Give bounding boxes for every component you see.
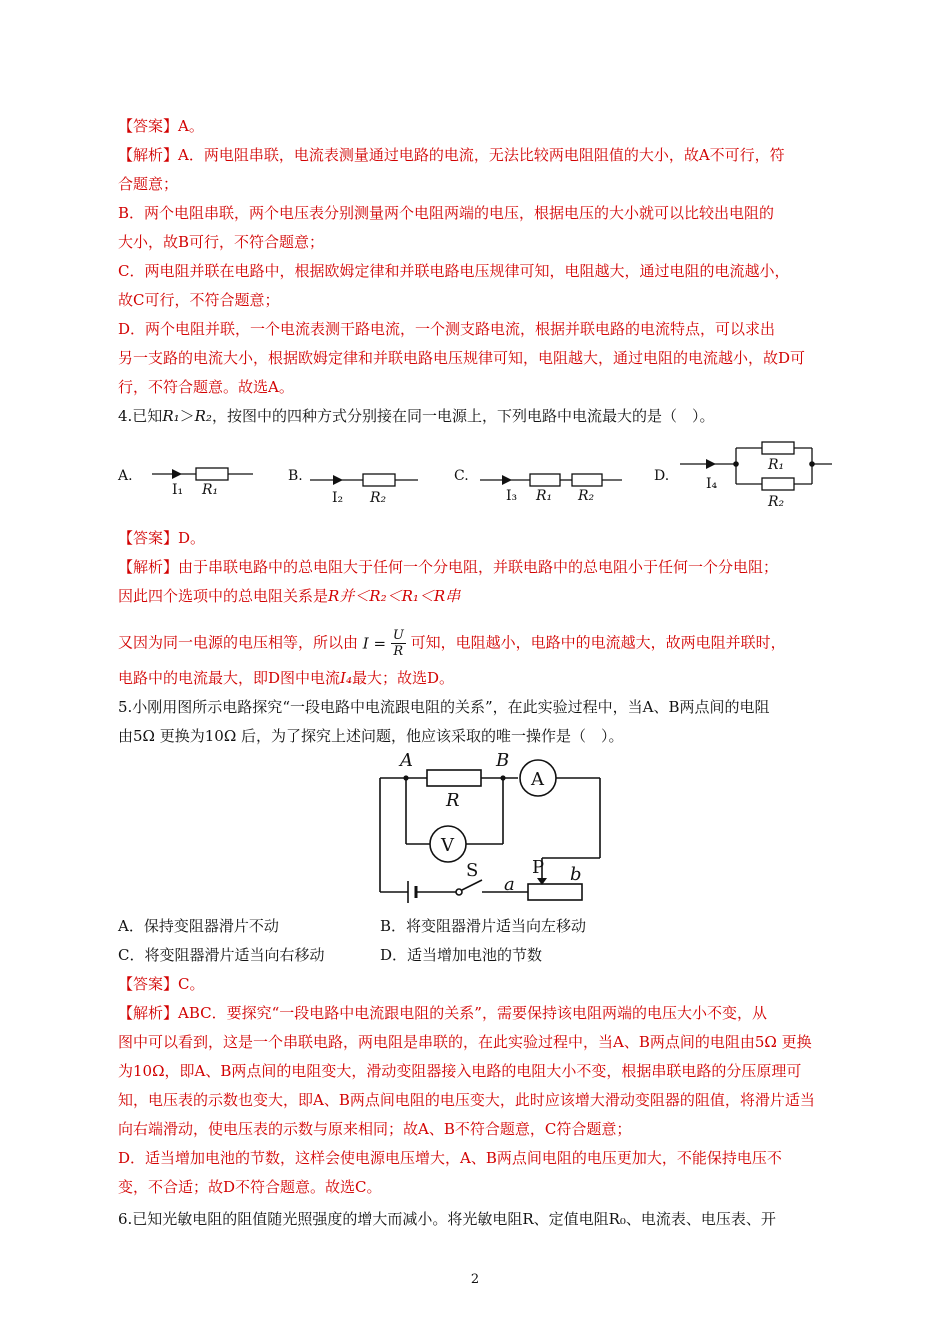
slider-label-p: P bbox=[532, 857, 545, 878]
q4-option-a-r: R₁ bbox=[202, 482, 219, 498]
q3-exp-a1: 【解析】A．两电阻串联，电流表测量通过电路的电流，无法比较两电阻阻值的大小，故A不可行，符 bbox=[118, 146, 785, 164]
q5-option-d: D．适当增加电池的节数 bbox=[380, 946, 543, 964]
label-r: R bbox=[446, 790, 460, 811]
voltmeter-label: V bbox=[441, 835, 454, 856]
q4-option-a-current: I₁ bbox=[172, 482, 184, 498]
q4-b-resistor bbox=[363, 474, 395, 486]
q4-exp-line2 bbox=[118, 586, 460, 606]
q5-stem-line1: 5.小刚用图所示电路探究“一段电路中电流跟电阻的关系”，在此实验过程中，当A、B两点间的电阻 bbox=[118, 698, 770, 716]
ammeter-label: A bbox=[531, 769, 544, 790]
q4-exp-relation: R并＜R₂＜R₁＜R串 bbox=[328, 587, 461, 605]
q3-exp-c2: 故C可行，不符合题意； bbox=[118, 291, 280, 309]
formula-lhs: I = bbox=[362, 634, 387, 653]
label-a: A bbox=[400, 752, 413, 771]
rheostat-end-a: a bbox=[504, 874, 515, 895]
q4-exp-line2-text: 因此四个选项中的总电阻关系是 bbox=[118, 587, 329, 605]
q5-exp-d2: 变，不合适；故D不符合题意。故选C。 bbox=[118, 1178, 382, 1196]
q5-stem-line2: 由5Ω 更换为10Ω 后，为了探究上述问题，他应该采取的唯一操作是（ ）。 bbox=[118, 727, 624, 745]
q4-exp-line1: 【解析】由于串联电路中的总电阻大于任何一个分电阻，并联电路中的总电阻小于任何一个分电阻； bbox=[118, 558, 779, 576]
q3-exp-d3: 行，不符合题意。故选A。 bbox=[118, 378, 294, 396]
ohm-formula bbox=[363, 628, 406, 659]
q4-option-b-label: B. bbox=[288, 468, 303, 484]
q4-exp-line4 bbox=[118, 668, 454, 688]
q4-c-resistor-2 bbox=[572, 474, 602, 486]
q4-stem bbox=[118, 406, 714, 426]
q4-exp-line3-text-b: 可知，电阻越小，电路中的电流越大，故两电阻并联时， bbox=[410, 633, 786, 652]
q4-d-resistor-1 bbox=[762, 442, 794, 454]
arrow-icon bbox=[172, 469, 182, 479]
q4-stem-suffix: ，按图中的四种方式分别接在同一电源上，下列电路中电流最大的是（ ）。 bbox=[211, 407, 715, 425]
rheostat-end-b: b bbox=[570, 864, 582, 885]
page-number: 2 bbox=[470, 1272, 480, 1287]
q4-r1: R₁ bbox=[162, 407, 180, 425]
q4-option-d-r2: R₂ bbox=[768, 494, 785, 510]
q3-exp-a2: 合题意； bbox=[118, 175, 179, 193]
q5-option-c: C．将变阻器滑片适当向右移动 bbox=[118, 946, 325, 964]
switch-terminal bbox=[456, 889, 462, 895]
q4-exp-line3-text-a: 又因为同一电源的电压相等，所以由 bbox=[118, 633, 359, 652]
label-b: B bbox=[496, 752, 510, 771]
q5-exp-line5: 向右端滑动，使电压表的示数与原来相同；故A、B不符合题意，C符合题意； bbox=[118, 1120, 632, 1138]
q5-exp-line2: 图中可以看到，这是一个串联电路，两电阻是串联的，在此实验过程中，当A、B两点间的电阻由5Ω 更换 bbox=[118, 1033, 812, 1051]
formula-denominator: R bbox=[393, 644, 404, 659]
q4-gt: ＞ bbox=[179, 407, 195, 425]
q4-exp-line4-b: I₄ bbox=[340, 669, 352, 687]
q5-exp-line3: 为10Ω，即A、B两点间的电阻变大，滑动变阻器接入电路的电阻大小不变，根据串联电路的分压原理可 bbox=[118, 1062, 802, 1080]
q4-answer: 【答案】D。 bbox=[118, 529, 206, 547]
q4-option-b-current: I₂ bbox=[332, 490, 344, 506]
q4-option-c-label: C. bbox=[454, 468, 469, 484]
resistor-r bbox=[427, 770, 481, 786]
q5-exp-d1: D．适当增加电池的节数，这样会使电源电压增大，A、B两点间电阻的电压更加大，不能保持电压不 bbox=[118, 1149, 782, 1167]
arrow-icon bbox=[502, 475, 512, 485]
q4-a-resistor bbox=[196, 468, 228, 480]
q3-exp-d2: 另一支路的电流大小，根据欧姆定律和并联电路电压规律可知，电阻越大，通过电阻的电流越小，故D可 bbox=[118, 349, 806, 367]
q4-option-d-label: D. bbox=[654, 468, 670, 484]
junction-b bbox=[500, 775, 505, 780]
q5-exp-line1: 【解析】ABC．要探究“一段电路中电流跟电阻的关系”，需要保持该电阻两端的电压大小不变，从 bbox=[118, 1004, 767, 1022]
q6-stem: 6.已知光敏电阻的阻值随光照强度的增大而减小。将光敏电阻R、定值电阻R₀、电流表、电压表、开 bbox=[118, 1210, 776, 1228]
q4-c-resistor-1 bbox=[530, 474, 560, 486]
q4-exp-line3 bbox=[118, 628, 786, 659]
q5-option-b: B．将变阻器滑片适当向左移动 bbox=[380, 917, 587, 935]
q4-option-d-r1: R₁ bbox=[768, 457, 785, 473]
q4-exp-line4-c: 最大；故选D。 bbox=[351, 669, 455, 687]
arrow-icon bbox=[333, 475, 343, 485]
q5-circuit-diagram bbox=[370, 752, 620, 908]
q4-option-c-r2: R₂ bbox=[578, 488, 595, 504]
q5-option-a: A．保持变阻器滑片不动 bbox=[118, 917, 279, 935]
q4-stem-prefix: 4.已知 bbox=[118, 407, 163, 425]
rheostat bbox=[528, 884, 582, 900]
q3-exp-b1: B．两个电阻串联，两个电压表分别测量两个电阻两端的电压，根据电压的大小就可以比较出电阻的 bbox=[118, 204, 775, 222]
q4-circuit-options bbox=[110, 438, 850, 518]
q5-exp-line4: 知，电压表的示数也变大，即A、B两点间电阻的电压变大，此时应该增大滑动变阻器的阻值，将滑片适当 bbox=[118, 1091, 815, 1109]
formula-fraction bbox=[391, 628, 406, 659]
q4-option-c-current: I₃ bbox=[506, 488, 518, 504]
junction-a bbox=[403, 775, 408, 780]
q3-exp-c1: C．两电阻并联在电路中，根据欧姆定律和并联电路电压规律可知，电阻越大，通过电阻的电流越小， bbox=[118, 262, 790, 280]
q4-option-a-label: A. bbox=[118, 468, 133, 484]
q3-exp-d1: D．两个电阻并联，一个电流表测干路电流，一个测支路电流，根据并联电路的电流特点，可以求出 bbox=[118, 320, 776, 338]
q5-answer: 【答案】C。 bbox=[118, 975, 205, 993]
arrow-icon bbox=[706, 459, 716, 469]
switch-label: S bbox=[466, 860, 479, 881]
q4-d-resistor-2 bbox=[762, 478, 794, 490]
formula-numerator: U bbox=[392, 628, 404, 643]
q3-exp-b2: 大小，故B可行，不符合题意； bbox=[118, 233, 325, 251]
q4-option-c-r1: R₁ bbox=[536, 488, 553, 504]
q4-r2: R₂ bbox=[194, 407, 212, 425]
q3-answer: 【答案】A。 bbox=[118, 117, 204, 135]
q4-option-d-current: I₄ bbox=[706, 476, 718, 492]
q4-option-b-r: R₂ bbox=[370, 490, 387, 506]
q4-exp-line4-a: 电路中的电流最大，即D图中电流 bbox=[118, 669, 341, 687]
switch-blade bbox=[462, 880, 482, 890]
